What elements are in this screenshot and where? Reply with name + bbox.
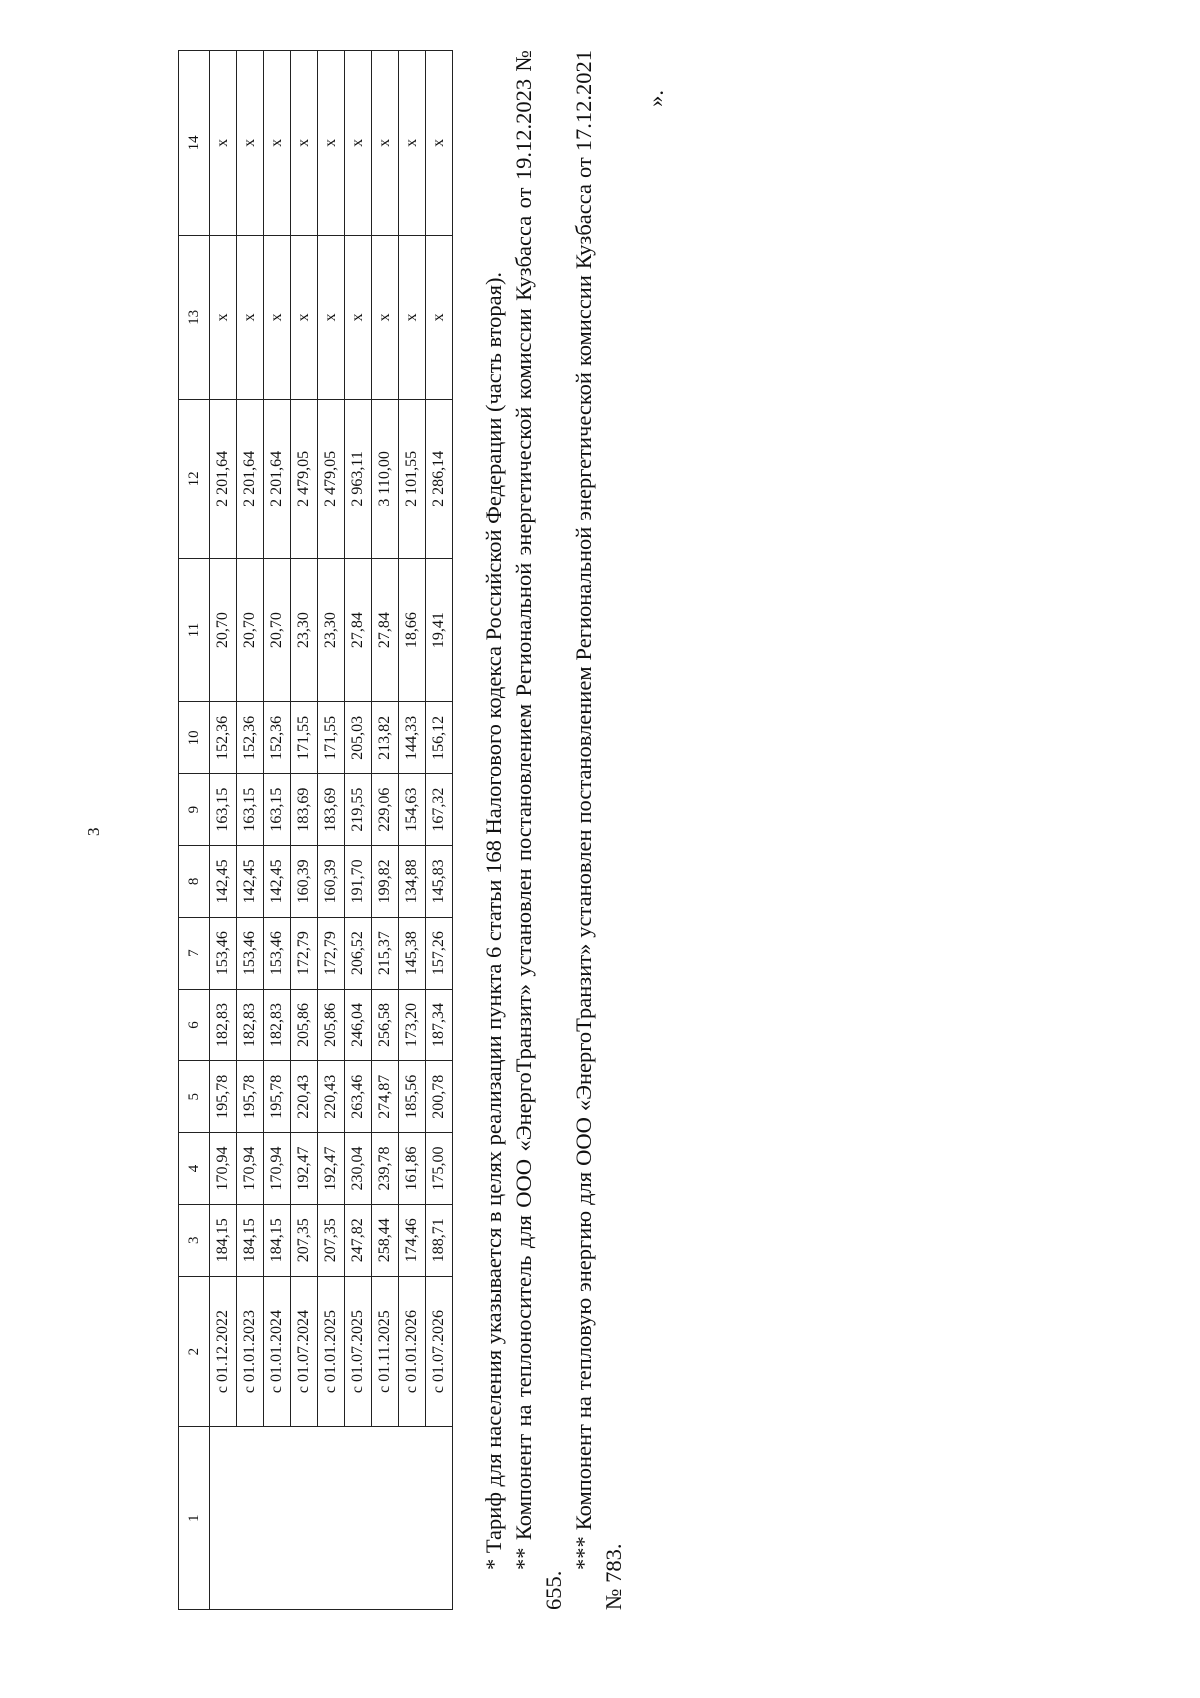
table-cell: 163,15 <box>264 774 291 846</box>
table-cell: 20,70 <box>210 558 237 702</box>
table-cell: 239,78 <box>372 1133 399 1205</box>
table-cell: 145,38 <box>399 917 426 989</box>
table-cell: 2 201,64 <box>210 399 237 558</box>
table-cell: 184,15 <box>210 1204 237 1276</box>
table-cell: 163,15 <box>237 774 264 846</box>
table-row <box>318 51 345 1610</box>
table-cell: 23,30 <box>291 558 318 702</box>
table-cell: 23,30 <box>318 558 345 702</box>
table-cell: х <box>426 51 453 236</box>
table-cell: 205,86 <box>318 989 345 1061</box>
footnote-1: * Тариф для населения указывается в целях реализации пункта 6 статьи 168 Налогового кодекса Российской Федерации (часть вторая). <box>481 271 506 1570</box>
table-cell <box>345 1427 372 1610</box>
table-cell: 2 286,14 <box>426 399 453 558</box>
period-cell: с 01.12.2022 <box>210 1276 237 1427</box>
table-row <box>291 51 318 1610</box>
table-row <box>345 51 372 1610</box>
table-cell: 192,47 <box>318 1133 345 1205</box>
table-cell: 219,55 <box>345 774 372 846</box>
table-cell: х <box>237 51 264 236</box>
column-header-5: 5 <box>179 1061 210 1133</box>
table-cell: 246,04 <box>345 989 372 1061</box>
column-header-8: 8 <box>179 845 210 917</box>
table-cell: 191,70 <box>345 845 372 917</box>
column-header-11: 11 <box>179 558 210 702</box>
table-cell: 258,44 <box>372 1204 399 1276</box>
table-cell: 152,36 <box>210 702 237 774</box>
table-cell: 144,33 <box>399 702 426 774</box>
table-cell: 163,15 <box>210 774 237 846</box>
table-cell: 184,15 <box>237 1204 264 1276</box>
table-cell: 183,69 <box>318 774 345 846</box>
table-cell: х <box>399 51 426 236</box>
period-cell: с 01.11.2025 <box>372 1276 399 1427</box>
column-header-1: 1 <box>179 1427 210 1610</box>
table-cell <box>264 1427 291 1610</box>
table-cell: х <box>372 235 399 399</box>
table-cell: 187,34 <box>426 989 453 1061</box>
table-cell: 170,94 <box>264 1133 291 1205</box>
tariff-table <box>178 50 453 1610</box>
table-cell: 182,83 <box>210 989 237 1061</box>
table-cell: 27,84 <box>372 558 399 702</box>
table-cell: 170,94 <box>210 1133 237 1205</box>
closing-quote: ». <box>643 90 668 107</box>
period-cell: с 01.07.2025 <box>345 1276 372 1427</box>
table-cell: х <box>399 235 426 399</box>
table-row <box>210 51 237 1610</box>
table-cell: х <box>318 51 345 236</box>
footnotes <box>479 50 671 1610</box>
table-cell: 134,88 <box>399 845 426 917</box>
table-header-row <box>179 51 210 1610</box>
table-cell: 263,46 <box>345 1061 372 1133</box>
table-cell: 175,00 <box>426 1133 453 1205</box>
table-cell: 195,78 <box>210 1061 237 1133</box>
column-header-10: 10 <box>179 702 210 774</box>
table-row <box>264 51 291 1610</box>
table-cell: 205,86 <box>291 989 318 1061</box>
table-cell: 20,70 <box>237 558 264 702</box>
period-cell: с 01.07.2024 <box>291 1276 318 1427</box>
column-header-14: 14 <box>179 51 210 236</box>
table-cell: 142,45 <box>210 845 237 917</box>
table-cell: 192,47 <box>291 1133 318 1205</box>
table-cell: 184,15 <box>264 1204 291 1276</box>
table-cell <box>372 1427 399 1610</box>
table-cell: х <box>264 235 291 399</box>
table-cell: х <box>291 235 318 399</box>
table-cell: х <box>237 235 264 399</box>
table-cell: 256,58 <box>372 989 399 1061</box>
table-cell: 3 110,00 <box>372 399 399 558</box>
table-cell: 153,46 <box>210 917 237 989</box>
table-cell: 274,87 <box>372 1061 399 1133</box>
table-cell: 142,45 <box>264 845 291 917</box>
table-cell: 207,35 <box>318 1204 345 1276</box>
table-cell: 2 201,64 <box>264 399 291 558</box>
table-cell: 174,46 <box>399 1204 426 1276</box>
column-header-9: 9 <box>179 774 210 846</box>
page-number: 3 <box>84 827 103 836</box>
table-cell: х <box>426 235 453 399</box>
period-cell: с 01.07.2026 <box>426 1276 453 1427</box>
table-cell: 142,45 <box>237 845 264 917</box>
table-cell: 2 101,55 <box>399 399 426 558</box>
table-cell: 20,70 <box>264 558 291 702</box>
table-cell: 152,36 <box>264 702 291 774</box>
table-cell: 206,52 <box>345 917 372 989</box>
column-header-7: 7 <box>179 917 210 989</box>
footnote-2: ** Компонент на теплоноситель для ООО «ЭнергоТранзит» установлен постановлением Региональной энергетической комиссии Кузбасса от 19.12.2023 № 655. <box>511 50 566 1610</box>
table-cell <box>291 1427 318 1610</box>
footnote-3: *** Компонент на тепловую энергию для ООО «ЭнергоТранзит» установлен постановлением Региональной энергетической комиссии Кузбасса от 17.12.2021 № 783. <box>571 50 626 1610</box>
table-cell: 199,82 <box>372 845 399 917</box>
rotated-content <box>178 50 718 1610</box>
table-cell: 18,66 <box>399 558 426 702</box>
table-cell: 229,06 <box>372 774 399 846</box>
table-cell: 230,04 <box>345 1133 372 1205</box>
table-row <box>237 51 264 1610</box>
table-cell: 182,83 <box>237 989 264 1061</box>
table-cell: х <box>291 51 318 236</box>
table-cell: х <box>372 51 399 236</box>
table-cell: 2 479,05 <box>318 399 345 558</box>
table-cell <box>237 1427 264 1610</box>
period-cell: с 01.01.2025 <box>318 1276 345 1427</box>
column-header-12: 12 <box>179 399 210 558</box>
table-cell: 157,26 <box>426 917 453 989</box>
table-cell <box>210 1427 237 1610</box>
table-cell: 247,82 <box>345 1204 372 1276</box>
table-cell: 170,94 <box>237 1133 264 1205</box>
table-cell: 195,78 <box>237 1061 264 1133</box>
table-cell: 183,69 <box>291 774 318 846</box>
table-cell: 220,43 <box>318 1061 345 1133</box>
table-cell: 173,20 <box>399 989 426 1061</box>
table-cell: х <box>264 51 291 236</box>
table-cell: 220,43 <box>291 1061 318 1133</box>
table-cell: 153,46 <box>237 917 264 989</box>
column-header-2: 2 <box>179 1276 210 1427</box>
table-cell: 160,39 <box>291 845 318 917</box>
period-cell: с 01.01.2026 <box>399 1276 426 1427</box>
table-cell: 188,71 <box>426 1204 453 1276</box>
column-header-13: 13 <box>179 235 210 399</box>
table-cell: 172,79 <box>318 917 345 989</box>
table-cell: 185,56 <box>399 1061 426 1133</box>
table-cell: 213,82 <box>372 702 399 774</box>
table-cell: 161,86 <box>399 1133 426 1205</box>
table-cell: х <box>345 51 372 236</box>
table-cell: 154,63 <box>399 774 426 846</box>
period-cell: с 01.01.2024 <box>264 1276 291 1427</box>
table-cell <box>426 1427 453 1610</box>
table-cell: 145,83 <box>426 845 453 917</box>
table-cell: 153,46 <box>264 917 291 989</box>
table-cell: 171,55 <box>291 702 318 774</box>
table-cell: 200,78 <box>426 1061 453 1133</box>
table-cell: 2 201,64 <box>237 399 264 558</box>
table-cell: 27,84 <box>345 558 372 702</box>
table-cell: 182,83 <box>264 989 291 1061</box>
table-cell: 156,12 <box>426 702 453 774</box>
table-cell: 167,32 <box>426 774 453 846</box>
table-row <box>372 51 399 1610</box>
table-cell: 215,37 <box>372 917 399 989</box>
table-cell: 172,79 <box>291 917 318 989</box>
column-header-4: 4 <box>179 1133 210 1205</box>
table-cell: 2 963,11 <box>345 399 372 558</box>
table-cell: 152,36 <box>237 702 264 774</box>
table-cell: х <box>210 235 237 399</box>
column-header-6: 6 <box>179 989 210 1061</box>
table-cell: 205,03 <box>345 702 372 774</box>
table-cell: х <box>210 51 237 236</box>
table-cell: 19,41 <box>426 558 453 702</box>
table-cell: 207,35 <box>291 1204 318 1276</box>
table-cell: 160,39 <box>318 845 345 917</box>
column-header-3: 3 <box>179 1204 210 1276</box>
table-cell: х <box>345 235 372 399</box>
table-cell <box>399 1427 426 1610</box>
table-cell <box>318 1427 345 1610</box>
table-cell: 2 479,05 <box>291 399 318 558</box>
table-cell: 171,55 <box>318 702 345 774</box>
period-cell: с 01.01.2023 <box>237 1276 264 1427</box>
table-row <box>399 51 426 1610</box>
table-cell: 195,78 <box>264 1061 291 1133</box>
table-row <box>426 51 453 1610</box>
table-cell: х <box>318 235 345 399</box>
